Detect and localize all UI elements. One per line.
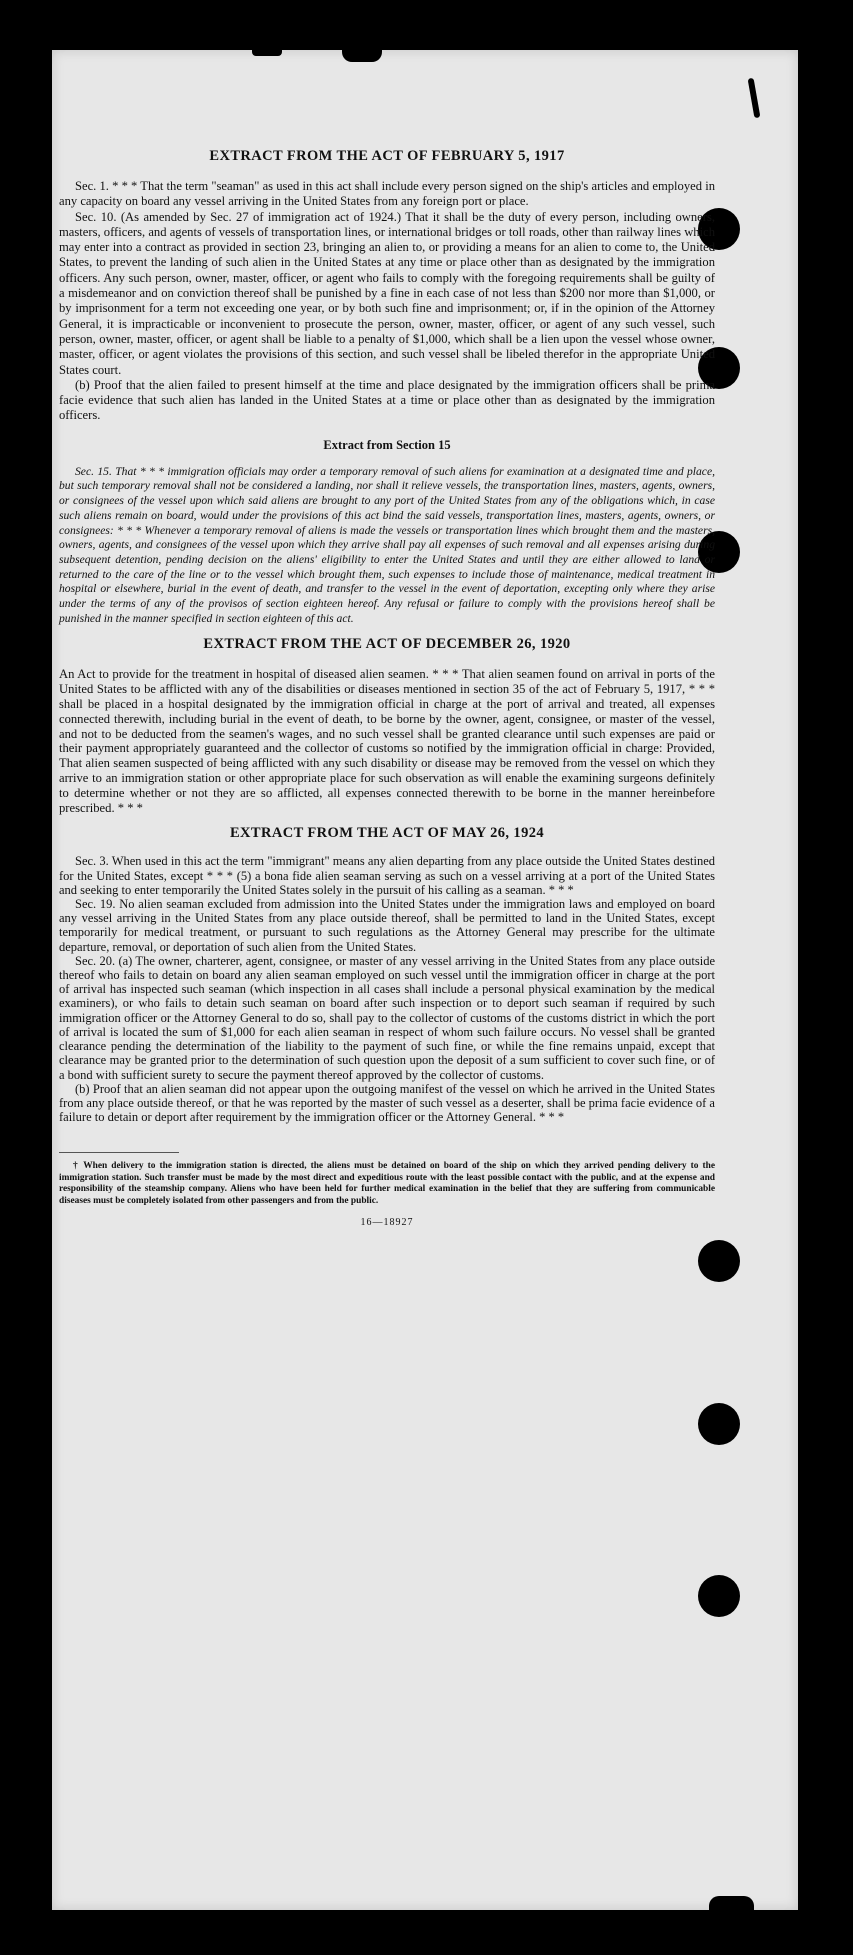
scan-mark-bottom (709, 1896, 754, 1910)
heading-act-may-1924: EXTRACT FROM THE ACT OF MAY 26, 1924 (229, 825, 545, 842)
punch-hole (698, 1575, 740, 1617)
heading-act-dec-1920: EXTRACT FROM THE ACT OF DECEMBER 26, 1920 (203, 636, 571, 653)
scan-mark-top-right (748, 78, 761, 118)
footnote: † When delivery to the immigration station is directed, the aliens must be detained on board of the ship on which they arrived pending delivery to the immigration station. Such transfer must be made by the most direct and expeditious route with the least possible contact with the public, and at the expense and responsibility of the steamship company. Aliens who have been held for further medical examination in the belief that they are suffering from communicable diseases must be completely isolated from other passengers and from the public. (59, 1161, 715, 1206)
act-1920-text: An Act to provide for the treatment in hospital of diseased alien seamen. * * * That alien seamen found on arrival in ports of the United States to be afflicted with any of the disabilities or diseases mentioned in section 35 of the act of February 5, 1917, * * * shall be placed in a hospital designated by the immigration official in charge at the port of arrival and treated, all expenses connected therewith, including burial in the event of death, to be borne by the owner, agent, consignee, or master of the vessel, and not to be deducted from the seamen's wages, and no such vessel shall be granted clearance until such expenses are paid or their payment appropriately guaranteed and the collector of customs so notified by the immigration official in charge: Provided, That alien seamen suspected of being afflicted with any such disability or disease may be removed from the vessel on which they arrive to an immigration station or other appropriate place for such observation as will enable the examining surgeons definitely to determine whether or not they are so afflicted, all expenses connected therewith to be borne in the manner hereinbefore prescribed. * * * (59, 667, 715, 815)
section-10b: (b) Proof that the alien failed to present himself at the time and place designated by the immigration officers shall be prima facie evidence that such alien has landed in the United States at a time or place other than as designated by the immigration officers. (59, 377, 715, 423)
section-10: Sec. 10. (As amended by Sec. 27 of immigration act of 1924.) That it shall be the duty of every person, including owners, masters, officers, and agents of vessels of transportation lines, or international bridges or toll roads, other than railway lines which may enter into a contract as provided in section 23, bringing an alien to, or providing a means for an alien to come to, the United States, to prevent the landing of such alien in the United States at any time or place other than as designated by the immigration officers. Any such person, owner, master, officer, or agent who fails to comply with the foregoing requirements shall be guilty of a misdemeanor and on conviction thereof shall be punished by a fine in each case of not less than $200 nor more than $1,000, or by imprisonment for a term not exceeding one year, or by both such fine and imprisonment; or, if in the opinion of the Attorney General, it is impracticable or inconvenient to prosecute the person, owner, master, officer, or agent of any such vessel, such person, owner, master, officer, or agent shall be liable to a penalty of $1,000, which shall be a lien upon the vessel whose owner, master, officer, or agent violates the provisions of this section, and such vessel shall be libeled therefor in the appropriate United States court. (59, 209, 715, 377)
punch-hole (698, 1403, 740, 1445)
scan-mark-top-center (342, 44, 382, 62)
section-1: Sec. 1. * * * That the term "seaman" as used in this act shall include every person signed on the ship's articles and employed in any capacity on board any vessel arriving in the United States from any foreign port or place. (59, 179, 715, 209)
scan-mark-top-left (252, 46, 282, 56)
document-number: 16—18927 (360, 1216, 414, 1228)
section-15: Sec. 15. That * * * immigration officials may order a temporary removal of such aliens for examination at a designated time and place, but such temporary removal shall not be considered a landing, nor shall it relieve vessels, the transportation lines, masters, agents, owners, or consignees of the vessel upon which said aliens are brought to any port of the United States from any of the obligations which, in case such aliens remain on board, would under the provisions of this act bind the said vessels, transportation lines, masters, agents, owners, or consignees: * * * Whenever a temporary removal of aliens is made the vessels or transportation lines which brought them and the masters, owners, agents, and consignees of the vessel upon which they arrive shall pay all expenses of such removal and all expenses arising during subsequent detention, pending decision on the aliens' eligibility to enter the United States and until they are either allowed to land or returned to the care of the line or to the vessel which brought them, such expenses to include those of maintenance, medical treatment in hospital or elsewhere, burial in the event of death, and transfer to the vessel in the event of deportation, excepting only where they arise under the terms of any of the provisos of section eighteen hereof. Any refusal or failure to comply with the provisions hereof shall be punished in the manner specified in section eighteen of this act. (59, 464, 715, 625)
heading-section-15: Extract from Section 15 (323, 437, 451, 452)
punch-hole (698, 1240, 740, 1282)
section-20b: (b) Proof that an alien seaman did not appear upon the outgoing manifest of the vessel on which he arrived in the United States from any place outside thereof, or that he was reported by the master of such vessel as a deserter, shall be prima facie evidence of a failure to detain or deport after requirement by the immigration officer or the Attorney General. * * * (59, 1081, 715, 1125)
section-20a: Sec. 20. (a) The owner, charterer, agent, consignee, or master of any vessel arriving in the United States from any place outside thereof who fails to detain on board any alien seaman employed on such vessel until the immigration officer in charge at the port of arrival has inspected such seaman (which inspection in all cases shall include a personal physical examination by the medical examiners), or who fails to detain such seaman on board after such inspection or to deport such seaman if required by such immigration officer or the Attorney General to do so, shall pay to the collector of customs of the customs district in which the port of arrival is located the sum of $1,000 for each alien seaman in respect of whom such failure occurs. No vessel shall be granted clearance pending the determination of the liability to the payment of such fine, or while the fine remains unpaid, except that clearance may be granted prior to the determination of such question upon the deposit of a sum sufficient to cover such fine, or of a bond with sufficient surety to secure the payment thereof approved by the collector of customs. (59, 953, 715, 1082)
document-content (59, 148, 715, 1228)
heading-act-feb-1917: EXTRACT FROM THE ACT OF FEBRUARY 5, 1917 (209, 148, 565, 164)
section-19: Sec. 19. No alien seaman excluded from admission into the United States under the immigration laws and employed on board any vessel arriving in the United States from any place outside thereof, shall be permitted to land in the United States, except temporarily for medical treatment, or pursuant to such regulations as the Attorney General may prescribe for the ultimate departure, removal, or deportation of such alien from the United States. (59, 897, 715, 954)
section-3: Sec. 3. When used in this act the term "immigrant" means any alien departing from any place outside the United States destined for the United States, except * * * (5) a bona fide alien seaman serving as such on a vessel arriving at a port of the United States and seeking to enter temporarily the United States solely in the pursuit of his calling as a seaman. * * * (59, 854, 715, 897)
